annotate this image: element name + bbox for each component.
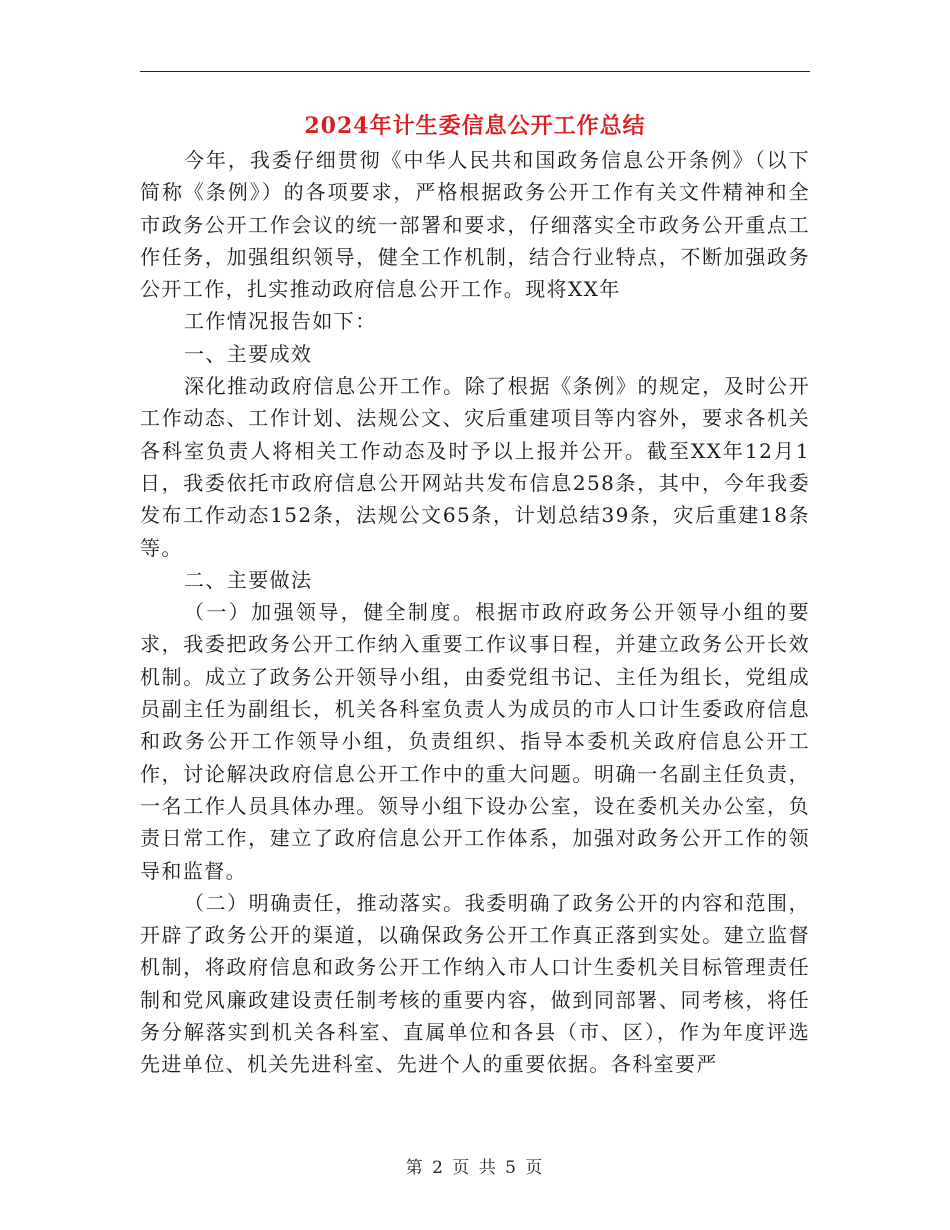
section-heading-methods: 二、主要做法: [184, 567, 313, 592]
page-number: 第 2 页 共 5 页: [405, 1158, 545, 1178]
paragraph-method-2: （二）明确责任，推动落实。我委明确了政务公开的内容和范围，开辟了政务公开的渠道，以确保政务公开工作真正落到实处。建立监督机制，将政府信息和政务公开工作纳入市人口计生委机关目标管理责任制和党风廉政建设责任制考核的重要内容，做到同部署、同考核，将任务分解落实到机关各科室、直属单位和各县（市、区），作为年度评选先进单位、机关先进科室、先进个人的重要依据。各科室要严: [140, 890, 810, 1077]
document-body: [140, 144, 810, 1081]
section-heading-results: 一、主要成效: [184, 341, 313, 366]
paragraph-report-lead: 工作情况报告如下：: [184, 309, 377, 334]
header-rule: [140, 71, 810, 72]
paragraph-intro: 今年，我委仔细贯彻《中华人民共和国政务信息公开条例》（以下简称《条例》）的各项要求，严格根据政务公开工作有关文件精神和全市政务公开工作会议的统一部署和要求，仔细落实全市政务公开重点工作任务，加强组织领导，健全工作机制，结合行业特点，不断加强政务公开工作，扎实推动政府信息公开工作。现将XX年: [140, 148, 810, 302]
paragraph-method-1: （一）加强领导，健全制度。根据市政府政务公开领导小组的要求，我委把政务公开工作纳入重要工作议事日程，并建立政务公开长效机制。成立了政务公开领导小组，由委党组书记、主任为组长，党组成员副主任为副组长，机关各科室负责人为成员的市人口计生委政府信息和政务公开工作领导小组，负责组织、指导本委机关政府信息公开工作，讨论解决政府信息公开工作中的重大问题。明确一名副主任负责，一名工作人员具体办理。领导小组下设办公室，设在委机关办公室，负责日常工作，建立了政府信息公开工作体系，加强对政务公开工作的领导和监督。: [140, 600, 810, 883]
paragraph-results: 深化推动政府信息公开工作。除了根据《条例》的规定，及时公开工作动态、工作计划、法规公文、灾后重建项目等内容外，要求各机关各科室负责人将相关工作动态及时予以上报并公开。截至XX年12月1日，我委依托市政府信息公开网站共发布信息258条，其中，今年我委发布工作动态152条，法规公文65条，计划总结39条，灾后重建18条等。: [140, 374, 810, 560]
document-title: 2024年计生委信息公开工作总结: [304, 113, 646, 139]
